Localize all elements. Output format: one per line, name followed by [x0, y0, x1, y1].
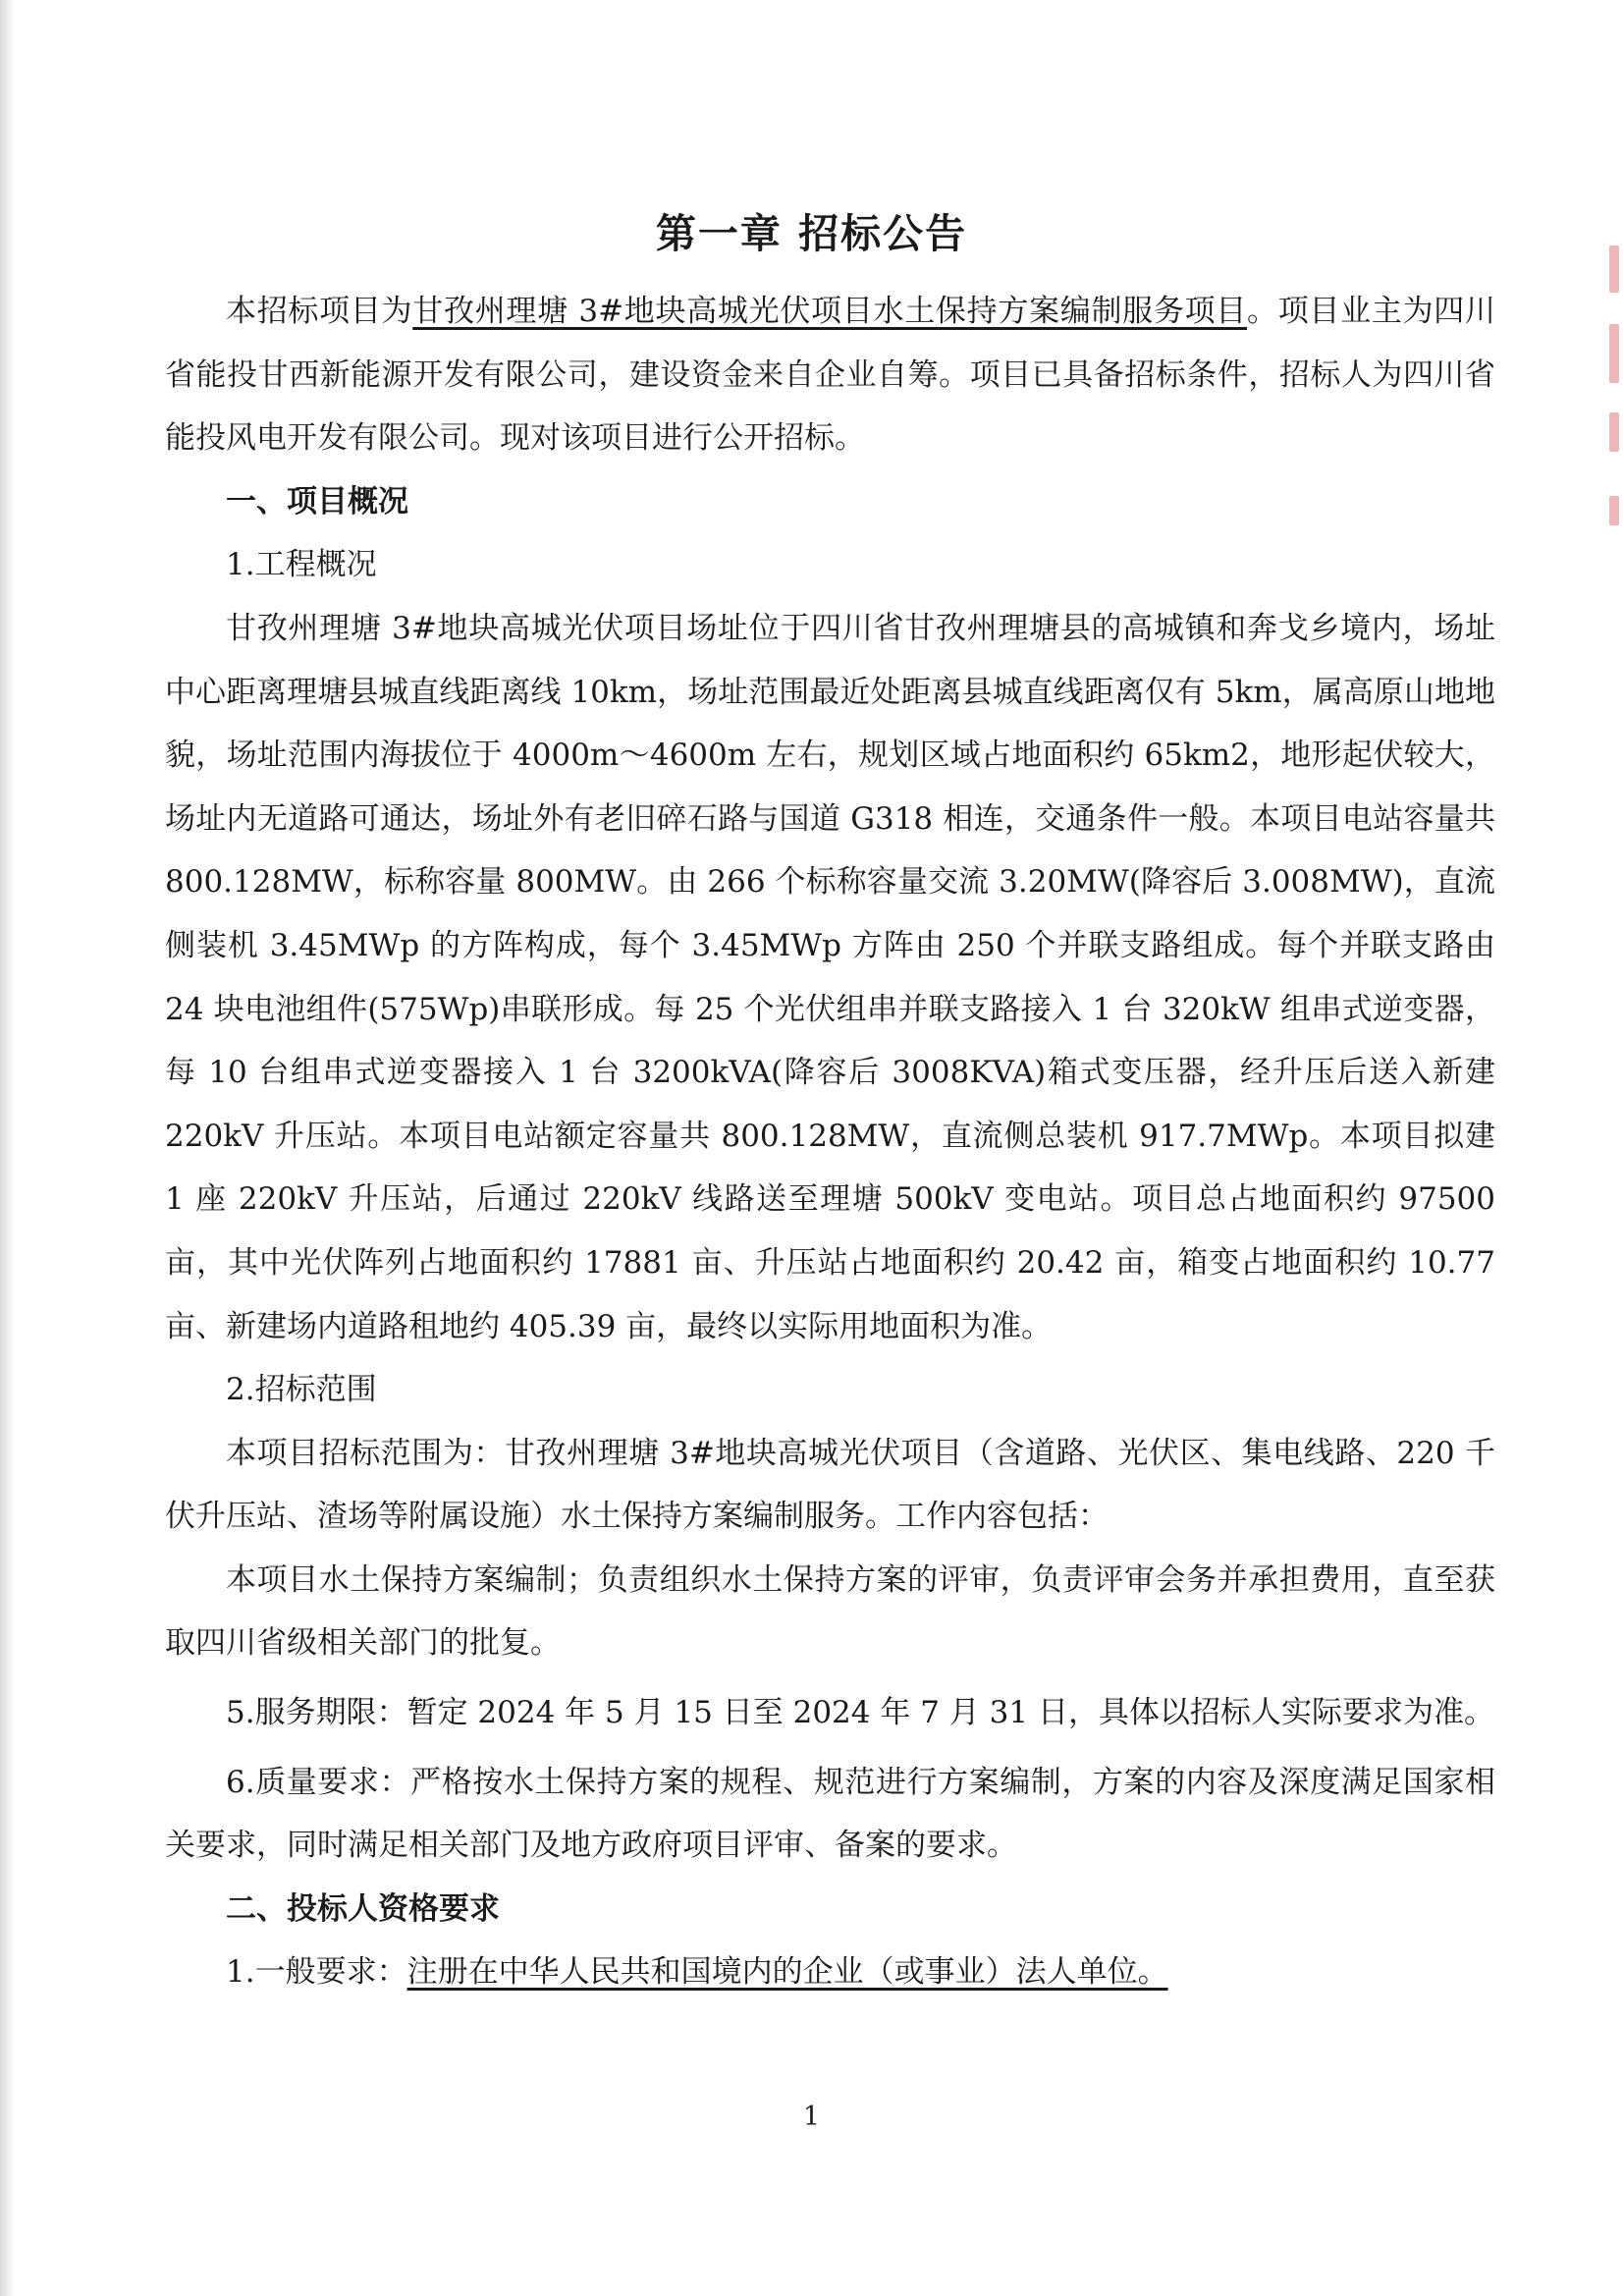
subheading-scope: 2.招标范围: [226, 1372, 377, 1408]
seal-fragment: [1609, 412, 1619, 452]
seal-fragment: [1609, 496, 1619, 525]
scan-edge: [0, 0, 14, 2296]
quality-requirement-paragraph: 6.质量要求：严格按水土保持方案的规程、规范进行方案编制，方案的内容及深度满足国家相关要求，同时满足相关部门及地方政府项目评审、备案的要求。: [165, 1764, 1495, 1864]
service-period-paragraph: 5.服务期限：暂定 2024 年 5 月 15 日至 2024 年 7 月 31 日，具体以招标人实际要求为准。: [226, 1695, 1494, 1731]
intro-post: 。项目业主为四川省能投甘西新能源开发有限公司，建设资金来自企业自筹。项目已具备招标条件，招标人为四川省能投风电开发有限公司。现对该项目进行公开招标。: [165, 294, 1495, 457]
general-requirement-label: 1.一般要求：: [226, 1954, 407, 1991]
project-name: 甘孜州理塘 3#地块高城光伏项目水土保持方案编制服务项目: [412, 294, 1248, 329]
intro-paragraph: [165, 280, 1495, 470]
scope-paragraph: 本项目招标范围为：甘孜州理塘 3#地块高城光伏项目（含道路、光伏区、集电线路、220 千伏升压站、渣场等附属设施）水土保持方案编制服务。工作内容包括：: [165, 1435, 1495, 1535]
intro-pre: 本招标项目为: [226, 294, 413, 329]
document-body: [165, 280, 1495, 2004]
engineering-overview-paragraph: 甘孜州理塘 3#地块高城光伏项目场址位于四川省甘孜州理塘县的高城镇和奔戈乡境内，场址中心距离理塘县城直线距离线 10km，场址范围最近处距离县城直线距离仅有 5km，属高原山地地貌，场址范围内海拔位于 4000m～4600m 左右，规划区域占地面积约 65km2，地形起伏较大，场址内无道路可通达，场址外有老旧碎石路与国道 G318 相连，交通条件一般。本项目电站容量共 800.128MW，标称容量 800MW。由 266 个标称容量交流 3.20MW(降容后 3.008MW)，直流侧装机 3.45MWp 的方阵构成，每个 3.45MWp 方阵由 250 个并联支路组成。每个并联支路由 24 块电池组件(575Wp)串联形成。每 25 个光伏组串并联支路接入 1 台 320kW 组串式逆变器，每 10 台组串式逆变器接入 1 台 3200kVA(降容后 3008KVA)箱式变压器，经升压后送入新建 220kV 升压站。本项目电站额定容量共 800.128MW，直流侧总装机 917.7MWp。本项目拟建 1 座 220kV 升压站，后通过 220kV 线路送至理塘 500kV 变电站。项目总占地面积约 97500 亩，其中光伏阵列占地面积约 17881 亩、升压站占地面积约 20.42 亩，箱变占地面积约 10.77 亩、新建场内道路租地约 405.39 亩，最终以实际用地面积为准。: [165, 610, 1495, 1344]
section-heading-qualification: 二、投标人资格要求: [226, 1890, 500, 1927]
general-requirement-paragraph: [165, 1941, 1495, 2004]
seal-fragment: [1609, 324, 1619, 383]
page-number: 1: [802, 2102, 821, 2132]
work-content-paragraph: 本项目水土保持方案编制；负责组织水土保持方案的评审，负责评审会务并承担费用，直至获取四川省级相关部门的批复。: [165, 1561, 1495, 1662]
general-requirement-value: 注册在中华人民共和国境内的企业（或事业）法人单位。: [406, 1954, 1168, 1991]
subheading-engineering: 1.工程概况: [226, 547, 377, 583]
chapter-title: 第一章 招标公告: [655, 210, 968, 257]
section-heading-overview: 一、项目概况: [226, 483, 408, 519]
